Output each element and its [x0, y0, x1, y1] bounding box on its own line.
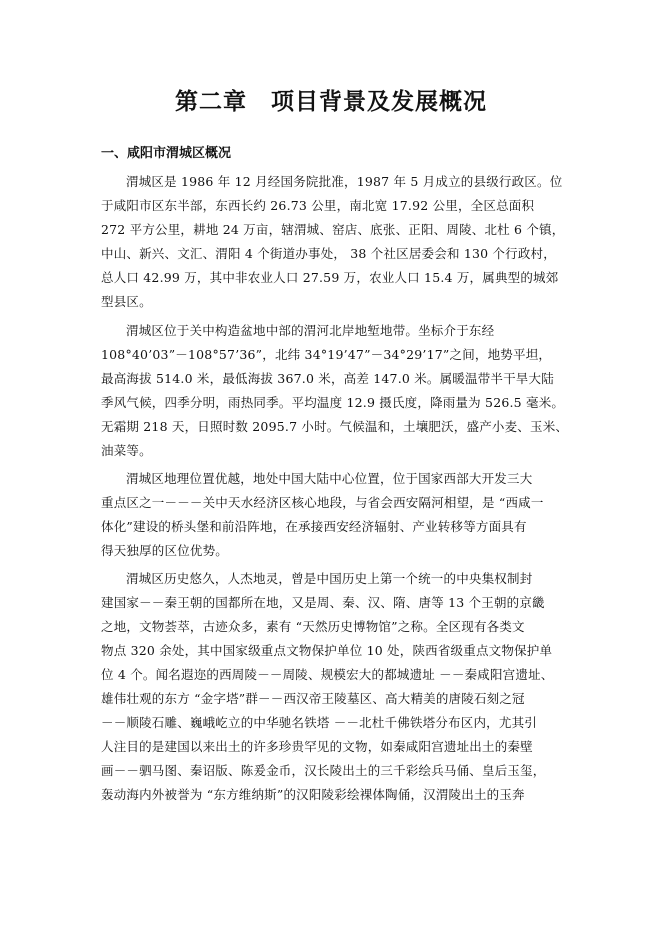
paragraph-line: 渭城区是 1986 年 12 月经国务院批准，1987 年 5 月成立的县级行政区。位 [126, 174, 563, 189]
paragraph-line: 总人口 42.99 万，其中非农业人口 27.59 万，农业人口 15.4 万，属典型的城郊 [101, 270, 559, 285]
paragraph-line: 体化”建设的桥头堡和前沿阵地，在承接西安经济辐射、产业转移等方面具有 [101, 519, 527, 534]
paragraph-line: 中山、新兴、文汇、渭阳 4 个街道办事处， 38 个社区居委会和 130 个行政村， [101, 246, 556, 261]
paragraph-line: 渭城区位于关中构造盆地中部的渭河北岸地堑地带。坐标介于东经 [126, 323, 495, 338]
paragraph-line: 最高海拔 514.0 米，最低海拔 367.0 米，高差 147.0 米。属暖温带半干旱大陆 [101, 371, 554, 386]
paragraph-line: 得天独厚的区位优势。 [101, 543, 229, 558]
paragraph-line: 重点区之一－－－关中天水经济区核心地段，与省会西安隔河相望，是 “西咸一 [101, 495, 544, 510]
paragraph-line: 272 平方公里，耕地 24 万亩，辖渭城、窑店、底张、正阳、周陵、北杜 6 个镇， [101, 222, 565, 237]
paragraph-line: 108°40’03”－108°57’36”，北纬 34°19’47”－34°29’17”之间，地势平坦， [101, 347, 552, 362]
paragraph-line: 画－－驷马图、秦诏版、陈爰金币，汉长陵出土的三千彩绘兵马俑、皇后玉玺， [101, 763, 546, 778]
paragraph-line: 渭城区地理位置优越，地处中国大陆中心位置，位于国家西部大开发三大 [126, 471, 533, 486]
paragraph-line: 型县区。 [101, 294, 152, 309]
chapter-title: 第二章 项目背景及发展概况 [175, 88, 487, 115]
paragraph-line: 位 4 个。闻名遐迩的西周陵－－周陵、规模宏大的都城遗址 －－秦咸阳宫遗址、 [101, 667, 554, 682]
paragraph-line: 人注目的是建国以来出土的许多珍贵罕见的文物，如秦咸阳宫遗址出土的秦壁 [101, 739, 533, 754]
section-heading: 一、咸阳市渭城区概况 [101, 146, 232, 161]
paragraph-line: 之地，文物荟萃，古迹众多，素有 “天然历史博物馆”之称。全区现有各类文 [101, 619, 525, 634]
paragraph-line: －－顺陵石雕、巍峨屹立的中华驰名铁塔 －－北杜千佛铁塔分布区内，尤其引 [101, 715, 537, 730]
paragraph-line: 于咸阳市区东半部，东西长约 26.73 公里，南北宽 17.92 公里，全区总面积 [101, 198, 535, 213]
paragraph-line: 物点 320 余处，其中国家级重点文物保护单位 10 处，陕西省级重点文物保护单 [101, 643, 553, 658]
paragraph-line: 轰动海内外被誉为 “东方维纳斯”的汉阳陵彩绘裸体陶俑，汉渭陵出土的玉奔 [101, 787, 525, 802]
paragraph-line: 季风气候，四季分明，雨热同季。平均温度 12.9 摄氏度，降雨量为 526.5 毫米。 [101, 395, 565, 410]
paragraph-line: 雄伟壮观的东方 “金字塔”群－－西汉帝王陵墓区、高大精美的唐陵石刻之冠 [101, 691, 525, 706]
paragraph-line: 建国家－－秦王朝的国都所在地，又是周、秦、汉、隋、唐等 13 个王朝的京畿 [101, 595, 545, 610]
paragraph-line: 无霜期 218 天，日照时数 2095.7 小时。气候温和，土壤肥沃，盛产小麦、玉米、 [101, 419, 569, 434]
paragraph-line: 油菜等。 [101, 443, 152, 458]
paragraph-line: 渭城区历史悠久，人杰地灵，曾是中国历史上第一个统一的中央集权制封 [126, 571, 533, 586]
